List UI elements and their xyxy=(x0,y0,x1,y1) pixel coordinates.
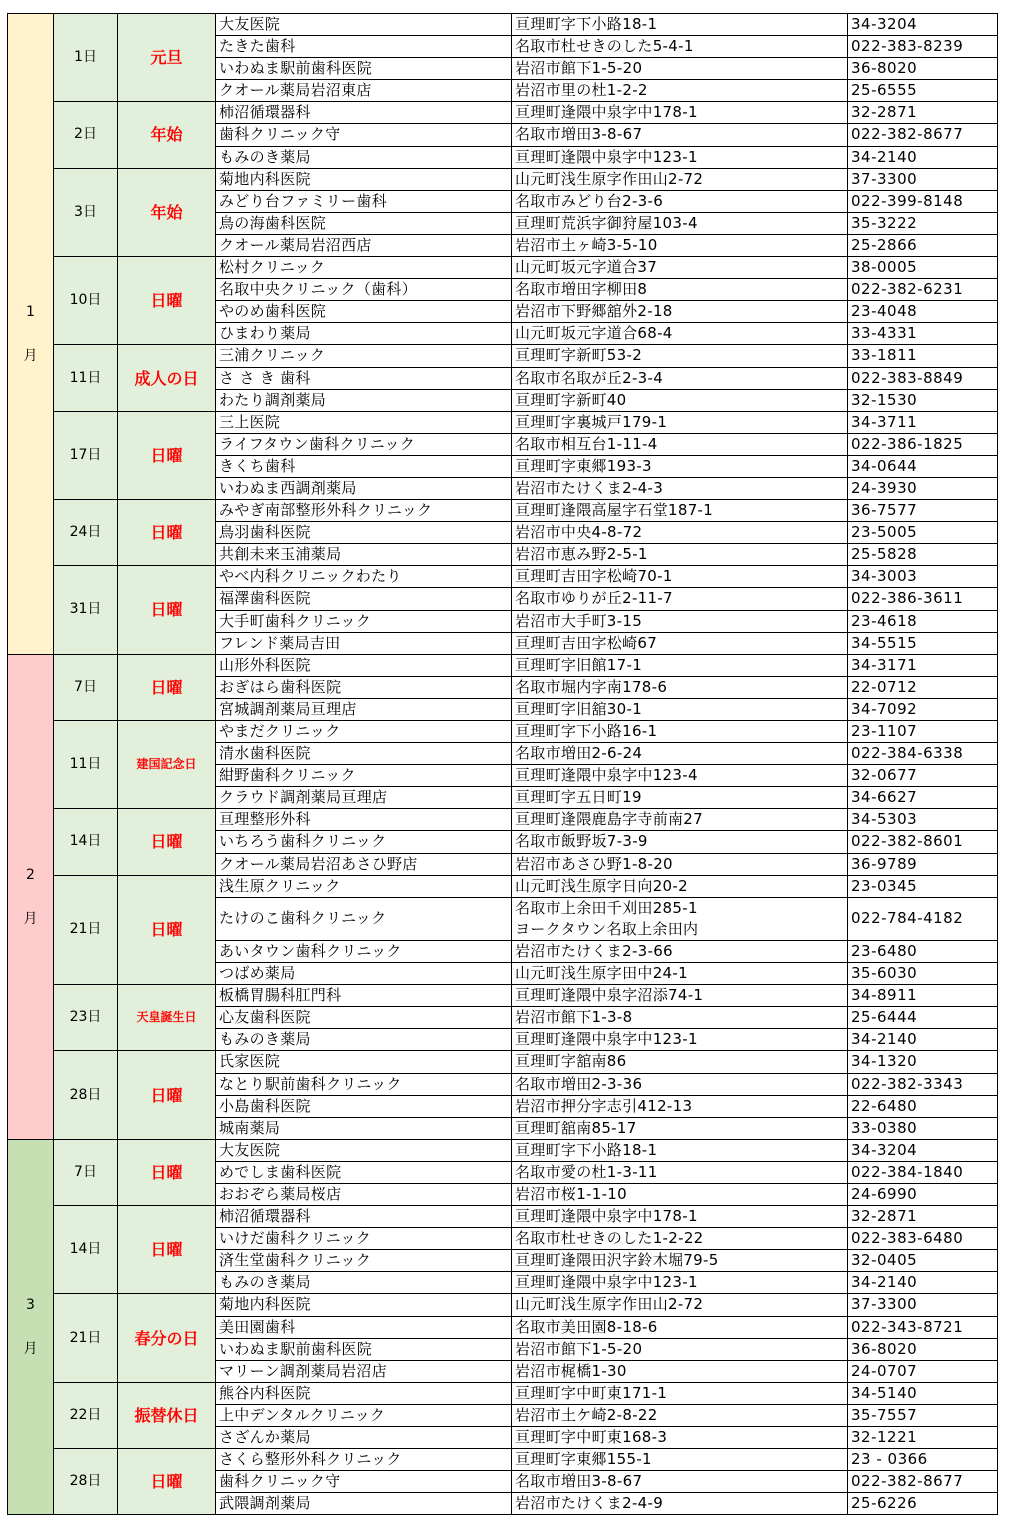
facility-name: 菊地内科医院 xyxy=(216,168,512,190)
table-row xyxy=(8,721,998,743)
facility-address: 亘理町逢隈中泉字中178-1 xyxy=(512,1206,848,1228)
facility-name: いけだ歯科クリニック xyxy=(216,1228,512,1250)
facility-name: 清水歯科医院 xyxy=(216,743,512,765)
facility-address: 亘理町逢隈中泉字中123-1 xyxy=(512,1272,848,1294)
table-row xyxy=(8,102,998,124)
day-cell: 2日 xyxy=(54,102,118,168)
day-cell: 21日 xyxy=(54,1294,118,1382)
facility-phone: 24-6990 xyxy=(848,1183,998,1205)
day-cell: 11日 xyxy=(54,721,118,809)
day-cell: 24日 xyxy=(54,500,118,566)
facility-phone: 35-7557 xyxy=(848,1404,998,1426)
facility-name: クラウド調剤薬局亘理店 xyxy=(216,787,512,809)
holiday-label: 日曜 xyxy=(118,411,216,499)
table-row xyxy=(8,411,998,433)
facility-address: 岩沼市中央4-8-72 xyxy=(512,522,848,544)
facility-address: 亘理町字下小路16-1 xyxy=(512,721,848,743)
facility-name: ライフタウン歯科クリニック xyxy=(216,433,512,455)
facility-name: 鳥の海歯科医院 xyxy=(216,212,512,234)
facility-phone: 34-2140 xyxy=(848,146,998,168)
table-row xyxy=(8,654,998,676)
holiday-label: 建国記念日 xyxy=(118,721,216,809)
facility-address: 亘理町字旧舘30-1 xyxy=(512,698,848,720)
facility-name: 武隈調剤薬局 xyxy=(216,1493,512,1515)
facility-name: 歯科クリニック守 xyxy=(216,1471,512,1493)
facility-phone: 34-2140 xyxy=(848,1272,998,1294)
facility-address: 山元町浅生原字田中24-1 xyxy=(512,963,848,985)
day-cell: 28日 xyxy=(54,1449,118,1515)
facility-phone: 022-382-8677 xyxy=(848,1471,998,1493)
facility-phone: 25-2866 xyxy=(848,234,998,256)
facility-phone: 32-0405 xyxy=(848,1250,998,1272)
facility-address: 亘理町逢隈鹿島字寺前南27 xyxy=(512,809,848,831)
month-label: 月 xyxy=(23,1341,38,1358)
holiday-label: 日曜 xyxy=(118,809,216,875)
facility-phone: 022-382-6231 xyxy=(848,279,998,301)
day-cell: 7日 xyxy=(54,654,118,720)
month-number: 2 xyxy=(26,866,35,883)
facility-name: フレンド薬局吉田 xyxy=(216,632,512,654)
facility-address: 山元町浅生原字作田山2-72 xyxy=(512,1294,848,1316)
facility-name: 亘理整形外科 xyxy=(216,809,512,831)
facility-name: わたり調剤薬局 xyxy=(216,389,512,411)
facility-phone: 34-2140 xyxy=(848,1029,998,1051)
facility-phone: 32-2871 xyxy=(848,1206,998,1228)
facility-address: 名取市増田3-8-67 xyxy=(512,1471,848,1493)
facility-phone: 34-5515 xyxy=(848,632,998,654)
facility-address: 亘理町字東郷155-1 xyxy=(512,1449,848,1471)
facility-phone: 25-6226 xyxy=(848,1493,998,1515)
facility-phone: 34-3204 xyxy=(848,1139,998,1161)
facility-phone: 022-384-1840 xyxy=(848,1161,998,1183)
facility-name: 共創未来玉浦薬局 xyxy=(216,544,512,566)
day-cell: 23日 xyxy=(54,985,118,1051)
facility-name: やまだクリニック xyxy=(216,721,512,743)
day-cell: 7日 xyxy=(54,1139,118,1205)
month-label: 月 xyxy=(23,347,38,364)
facility-address: 名取市相互台1-11-4 xyxy=(512,433,848,455)
facility-name: 三浦クリニック xyxy=(216,345,512,367)
facility-name: 氏家医院 xyxy=(216,1051,512,1073)
facility-phone: 022-386-1825 xyxy=(848,433,998,455)
facility-name: 柿沼循環器科 xyxy=(216,1206,512,1228)
day-cell: 22日 xyxy=(54,1382,118,1448)
facility-address: 亘理町字下小路18-1 xyxy=(512,14,848,36)
facility-name: おおぞら薬局桜店 xyxy=(216,1183,512,1205)
facility-name: 名取中央クリニック（歯科） xyxy=(216,279,512,301)
holiday-label: 日曜 xyxy=(118,566,216,654)
facility-address: 岩沼市大手町3-15 xyxy=(512,610,848,632)
facility-phone: 32-2871 xyxy=(848,102,998,124)
facility-address: 亘理町字裏城戸179-1 xyxy=(512,411,848,433)
facility-address: 亘理町字五日町19 xyxy=(512,787,848,809)
month-cell xyxy=(8,654,54,1139)
facility-name: 心友歯科医院 xyxy=(216,1007,512,1029)
day-cell: 3日 xyxy=(54,168,118,256)
facility-address: 亘理町字中町東168-3 xyxy=(512,1427,848,1449)
facility-address: 岩沼市たけくま2-3-66 xyxy=(512,940,848,962)
facility-address: 亘理町字舘南86 xyxy=(512,1051,848,1073)
facility-address: 名取市ゆりが丘2-11-7 xyxy=(512,588,848,610)
facility-phone: 38-0005 xyxy=(848,257,998,279)
table-row xyxy=(8,1051,998,1073)
holiday-label: 日曜 xyxy=(118,1051,216,1139)
facility-address: 亘理町字下小路18-1 xyxy=(512,1139,848,1161)
facility-address: 名取市飯野坂7-3-9 xyxy=(512,831,848,853)
facility-address: 山元町坂元字道合37 xyxy=(512,257,848,279)
month-cell xyxy=(8,1139,54,1515)
holiday-label: 日曜 xyxy=(118,500,216,566)
facility-address: 岩沼市館下1-5-20 xyxy=(512,58,848,80)
facility-address: 亘理町字新町53-2 xyxy=(512,345,848,367)
facility-name: たきた歯科 xyxy=(216,36,512,58)
facility-address: 名取市みどり台2-3-6 xyxy=(512,190,848,212)
facility-phone: 34-5303 xyxy=(848,809,998,831)
facility-phone: 36-8020 xyxy=(848,1338,998,1360)
facility-phone: 33-1811 xyxy=(848,345,998,367)
facility-phone: 23-6480 xyxy=(848,940,998,962)
facility-address: 岩沼市土ケ崎2-8-22 xyxy=(512,1404,848,1426)
facility-phone: 36-8020 xyxy=(848,58,998,80)
facility-name: 済生堂歯科クリニック xyxy=(216,1250,512,1272)
facility-phone: 37-3300 xyxy=(848,168,998,190)
facility-phone: 23-1107 xyxy=(848,721,998,743)
facility-name: あいタウン歯科クリニック xyxy=(216,940,512,962)
facility-phone: 022-343-8721 xyxy=(848,1316,998,1338)
facility-name: みどり台ファミリー歯科 xyxy=(216,190,512,212)
facility-name: 歯科クリニック守 xyxy=(216,124,512,146)
table-row xyxy=(8,1294,998,1316)
schedule-table xyxy=(7,13,998,1515)
facility-phone: 34-3204 xyxy=(848,14,998,36)
facility-name: 美田園歯科 xyxy=(216,1316,512,1338)
facility-address: 亘理町逢隈中泉字中178-1 xyxy=(512,102,848,124)
facility-phone: 22-0712 xyxy=(848,676,998,698)
facility-address: 亘理町逢隈高屋字石堂187-1 xyxy=(512,500,848,522)
facility-name: もみのき薬局 xyxy=(216,146,512,168)
facility-address: 亘理町逢隈中泉字中123-1 xyxy=(512,146,848,168)
facility-phone: 022-384-6338 xyxy=(848,743,998,765)
facility-address: 山元町浅生原字日向20-2 xyxy=(512,875,848,897)
facility-name: たけのこ歯科クリニック xyxy=(216,897,512,940)
facility-address: 亘理町舘南85-17 xyxy=(512,1117,848,1139)
facility-address: 名取市杜せきのした5-4-1 xyxy=(512,36,848,58)
holiday-duty-schedule xyxy=(7,13,997,1515)
facility-phone: 34-5140 xyxy=(848,1382,998,1404)
facility-address: 名取市堀内字南178-6 xyxy=(512,676,848,698)
facility-phone: 022-383-8849 xyxy=(848,367,998,389)
facility-address: 名取市増田2-6-24 xyxy=(512,743,848,765)
facility-name: いちろう歯科クリニック xyxy=(216,831,512,853)
facility-name: いわぬま西調剤薬局 xyxy=(216,477,512,499)
table-row xyxy=(8,500,998,522)
holiday-label: 日曜 xyxy=(118,257,216,345)
table-row xyxy=(8,875,998,897)
facility-address: 亘理町逢隈中泉字中123-1 xyxy=(512,1029,848,1051)
facility-address: 名取市増田3-8-67 xyxy=(512,124,848,146)
holiday-label: 春分の日 xyxy=(118,1294,216,1382)
facility-name: やのめ歯科医院 xyxy=(216,301,512,323)
facility-name: 菊地内科医院 xyxy=(216,1294,512,1316)
facility-name: 城南薬局 xyxy=(216,1117,512,1139)
day-cell: 14日 xyxy=(54,809,118,875)
table-row xyxy=(8,1206,998,1228)
facility-name: 柿沼循環器科 xyxy=(216,102,512,124)
facility-name: マリーン調剤薬局岩沼店 xyxy=(216,1360,512,1382)
facility-address: 岩沼市桜1-1-10 xyxy=(512,1183,848,1205)
address-line: ヨークタウン名取上余田内 xyxy=(515,919,699,938)
facility-phone: 34-3003 xyxy=(848,566,998,588)
holiday-label: 日曜 xyxy=(118,654,216,720)
facility-name: 大手町歯科クリニック xyxy=(216,610,512,632)
facility-address: 亘理町逢隈中泉字沼添74-1 xyxy=(512,985,848,1007)
facility-name: 福澤歯科医院 xyxy=(216,588,512,610)
day-cell: 14日 xyxy=(54,1206,118,1294)
facility-phone: 022-383-8239 xyxy=(848,36,998,58)
facility-name: クオール薬局岩沼東店 xyxy=(216,80,512,102)
facility-phone: 24-3930 xyxy=(848,477,998,499)
facility-address: 亘理町逢隈中泉字中123-4 xyxy=(512,765,848,787)
facility-address xyxy=(512,897,848,940)
facility-phone: 34-7092 xyxy=(848,698,998,720)
facility-name: 板橋胃腸科肛門科 xyxy=(216,985,512,1007)
facility-address: 岩沼市下野郷舘外2-18 xyxy=(512,301,848,323)
holiday-label: 日曜 xyxy=(118,1449,216,1515)
facility-phone: 23-4618 xyxy=(848,610,998,632)
facility-name: いわぬま駅前歯科医院 xyxy=(216,58,512,80)
facility-phone: 32-0677 xyxy=(848,765,998,787)
facility-address: 岩沼市たけくま2-4-9 xyxy=(512,1493,848,1515)
facility-name: さざんか薬局 xyxy=(216,1427,512,1449)
facility-phone: 34-3711 xyxy=(848,411,998,433)
facility-name: めでしま歯科医院 xyxy=(216,1161,512,1183)
facility-phone: 33-4331 xyxy=(848,323,998,345)
facility-name: きくち歯科 xyxy=(216,455,512,477)
facility-phone: 022-383-6480 xyxy=(848,1228,998,1250)
facility-phone: 25-6555 xyxy=(848,80,998,102)
facility-phone: 022-382-3343 xyxy=(848,1073,998,1095)
facility-name: 鳥羽歯科医院 xyxy=(216,522,512,544)
facility-phone: 23 - 0366 xyxy=(848,1449,998,1471)
table-row xyxy=(8,985,998,1007)
facility-name: もみのき薬局 xyxy=(216,1272,512,1294)
facility-phone: 23-4048 xyxy=(848,301,998,323)
facility-phone: 34-8911 xyxy=(848,985,998,1007)
month-label: 月 xyxy=(23,910,38,927)
facility-phone: 022-382-8677 xyxy=(848,124,998,146)
table-row xyxy=(8,809,998,831)
facility-phone: 22-6480 xyxy=(848,1095,998,1117)
facility-name: 小島歯科医院 xyxy=(216,1095,512,1117)
facility-phone: 022-784-4182 xyxy=(848,897,998,940)
address-line: 名取市上余田千刈田285-1 xyxy=(515,898,698,917)
facility-phone: 25-6444 xyxy=(848,1007,998,1029)
day-cell: 11日 xyxy=(54,345,118,411)
facility-name: クオール薬局岩沼西店 xyxy=(216,234,512,256)
facility-name: クオール薬局岩沼あさひ野店 xyxy=(216,853,512,875)
table-row xyxy=(8,14,998,36)
facility-name: もみのき薬局 xyxy=(216,1029,512,1051)
facility-address: 亘理町逢隈田沢字鈴木堀79-5 xyxy=(512,1250,848,1272)
facility-phone: 32-1530 xyxy=(848,389,998,411)
facility-address: 亘理町吉田字松崎67 xyxy=(512,632,848,654)
facility-name: いわぬま駅前歯科医院 xyxy=(216,1338,512,1360)
facility-phone: 022-382-8601 xyxy=(848,831,998,853)
holiday-label: 年始 xyxy=(118,168,216,256)
facility-phone: 25-5828 xyxy=(848,544,998,566)
facility-address: 山元町浅生原字作田山2-72 xyxy=(512,168,848,190)
facility-address: 岩沼市たけくま2-4-3 xyxy=(512,477,848,499)
facility-name: 浅生原クリニック xyxy=(216,875,512,897)
day-cell: 28日 xyxy=(54,1051,118,1139)
facility-name: 紺野歯科クリニック xyxy=(216,765,512,787)
facility-phone: 35-3222 xyxy=(848,212,998,234)
facility-address: 岩沼市押分字志引412-13 xyxy=(512,1095,848,1117)
table-row xyxy=(8,1449,998,1471)
facility-address: 岩沼市館下1-5-20 xyxy=(512,1338,848,1360)
facility-address: 亘理町吉田字松崎70-1 xyxy=(512,566,848,588)
facility-name: みやぎ南部整形外科クリニック xyxy=(216,500,512,522)
facility-name: 大友医院 xyxy=(216,14,512,36)
facility-address: 岩沼市里の杜1-2-2 xyxy=(512,80,848,102)
facility-name: 三上医院 xyxy=(216,411,512,433)
holiday-label: 日曜 xyxy=(118,1206,216,1294)
facility-name: 大友医院 xyxy=(216,1139,512,1161)
holiday-label: 年始 xyxy=(118,102,216,168)
facility-phone: 36-9789 xyxy=(848,853,998,875)
month-number: 3 xyxy=(26,1297,35,1314)
table-row xyxy=(8,257,998,279)
facility-name: やべ内科クリニックわたり xyxy=(216,566,512,588)
table-row xyxy=(8,1382,998,1404)
facility-phone: 23-0345 xyxy=(848,875,998,897)
facility-address: 山元町坂元字道合68-4 xyxy=(512,323,848,345)
holiday-label: 成人の日 xyxy=(118,345,216,411)
holiday-label: 日曜 xyxy=(118,1139,216,1205)
facility-address: 名取市名取が丘2-3-4 xyxy=(512,367,848,389)
day-cell: 17日 xyxy=(54,411,118,499)
facility-address: 亘理町荒浜字御狩屋103-4 xyxy=(512,212,848,234)
facility-address: 名取市杜せきのした1-2-22 xyxy=(512,1228,848,1250)
facility-phone: 23-5005 xyxy=(848,522,998,544)
facility-address: 岩沼市館下1-3-8 xyxy=(512,1007,848,1029)
facility-phone: 32-1221 xyxy=(848,1427,998,1449)
facility-phone: 34-0644 xyxy=(848,455,998,477)
facility-phone: 34-3171 xyxy=(848,654,998,676)
facility-address: 岩沼市恵み野2-5-1 xyxy=(512,544,848,566)
facility-address: 亘理町字新町40 xyxy=(512,389,848,411)
facility-phone: 33-0380 xyxy=(848,1117,998,1139)
table-row xyxy=(8,168,998,190)
facility-name: おぎはら歯科医院 xyxy=(216,676,512,698)
facility-phone: 36-7577 xyxy=(848,500,998,522)
day-cell: 10日 xyxy=(54,257,118,345)
facility-phone: 022-399-8148 xyxy=(848,190,998,212)
day-cell: 31日 xyxy=(54,566,118,654)
facility-name: つばめ薬局 xyxy=(216,963,512,985)
facility-phone: 37-3300 xyxy=(848,1294,998,1316)
facility-name: 松村クリニック xyxy=(216,257,512,279)
month-cell xyxy=(8,14,54,655)
facility-name: さくら整形外科クリニック xyxy=(216,1449,512,1471)
facility-phone: 022-386-3611 xyxy=(848,588,998,610)
day-cell: 1日 xyxy=(54,14,118,102)
facility-address: 亘理町字旧館17-1 xyxy=(512,654,848,676)
holiday-label: 日曜 xyxy=(118,875,216,984)
facility-address: 岩沼市あさひ野1-8-20 xyxy=(512,853,848,875)
table-row xyxy=(8,345,998,367)
facility-address: 亘理町字東郷193-3 xyxy=(512,455,848,477)
facility-name: ひまわり薬局 xyxy=(216,323,512,345)
facility-name: 上中デンタルクリニック xyxy=(216,1404,512,1426)
table-row xyxy=(8,566,998,588)
month-number: 1 xyxy=(26,303,35,320)
facility-name: さ さ き 歯科 xyxy=(216,367,512,389)
table-row xyxy=(8,1139,998,1161)
facility-address: 名取市愛の杜1-3-11 xyxy=(512,1161,848,1183)
facility-address: 岩沼市土ヶ崎3-5-10 xyxy=(512,234,848,256)
facility-address: 名取市美田園8-18-6 xyxy=(512,1316,848,1338)
facility-name: 宮城調剤薬局亘理店 xyxy=(216,698,512,720)
facility-address: 岩沼市梶橋1-30 xyxy=(512,1360,848,1382)
facility-phone: 24-0707 xyxy=(848,1360,998,1382)
facility-name: 熊谷内科医院 xyxy=(216,1382,512,1404)
facility-phone: 34-1320 xyxy=(848,1051,998,1073)
holiday-label: 元旦 xyxy=(118,14,216,102)
facility-name: なとり駅前歯科クリニック xyxy=(216,1073,512,1095)
holiday-label: 振替休日 xyxy=(118,1382,216,1448)
facility-address: 名取市増田字柳田8 xyxy=(512,279,848,301)
holiday-label: 天皇誕生日 xyxy=(118,985,216,1051)
facility-address: 亘理町字中町東171-1 xyxy=(512,1382,848,1404)
facility-phone: 35-6030 xyxy=(848,963,998,985)
facility-phone: 34-6627 xyxy=(848,787,998,809)
facility-address: 名取市増田2-3-36 xyxy=(512,1073,848,1095)
facility-name: 山形外科医院 xyxy=(216,654,512,676)
day-cell: 21日 xyxy=(54,875,118,984)
